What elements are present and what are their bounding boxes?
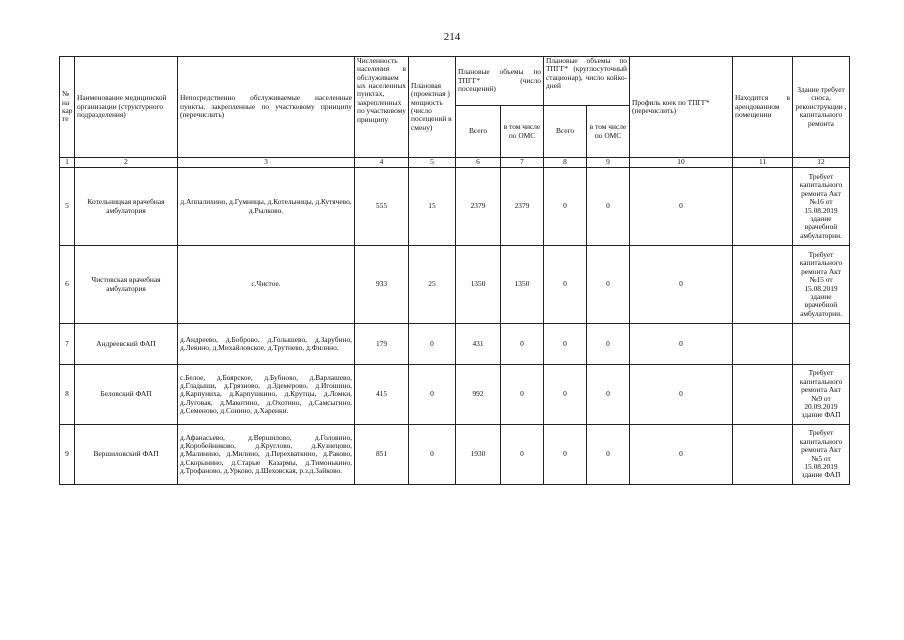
cell-bed-profile: 0 [630, 168, 733, 246]
column-number: 9 [587, 158, 630, 168]
cell-visits-oms: 2379 [501, 168, 544, 246]
page-number: 214 [443, 31, 461, 43]
cell-rented [733, 365, 793, 425]
cell-num: 9 [60, 425, 75, 485]
cell-capacity: 15 [409, 168, 456, 246]
table-row [60, 365, 850, 425]
cell-building: Требует капитального ремонта Акт №5 от 15.08.2019 здание ФАП [793, 425, 850, 485]
column-number: 2 [75, 158, 178, 168]
header-capacity: Плановая (проектная ) мощность (число посещений в смену) [409, 57, 456, 158]
cell-rented [733, 324, 793, 365]
cell-building: Требует капитального ремонта Акт №15 от 15.08.2019 здание врачебной амбулатории. [793, 246, 850, 324]
header-bed-profile: Профиль коек по ТПГГ* (перечислить) [630, 57, 733, 158]
cell-visits-total: 992 [456, 365, 501, 425]
cell-building [793, 324, 850, 365]
column-number: 10 [630, 158, 733, 168]
medical-facilities-table [59, 56, 850, 485]
cell-visits-total: 1350 [456, 246, 501, 324]
cell-capacity: 0 [409, 365, 456, 425]
cell-served: д.Аппалихино, д.Гумницы, д.Котельницы, д.Кутячево, д.Рылково. [178, 168, 355, 246]
header-visits-oms: в том числе по ОМС [501, 106, 544, 158]
header-visits-total: Всего [456, 106, 501, 158]
cell-visits-total: 431 [456, 324, 501, 365]
cell-bed-total: 0 [544, 365, 587, 425]
cell-building: Требует капитального ремонта Акт №9 от 20.09.2019 здание ФАП [793, 365, 850, 425]
cell-visits-oms: 0 [501, 365, 544, 425]
table-row [60, 425, 850, 485]
header-visits-group: Плановые объемы по ТПГГ* (число посещений) [456, 57, 544, 106]
cell-bed-total: 0 [544, 324, 587, 365]
cell-visits-oms: 0 [501, 324, 544, 365]
cell-population: 933 [355, 246, 409, 324]
table-row [60, 168, 850, 246]
header-bed-days-group: Плановые объемы по ТПГГ* (круглосуточный стационар), число койко-дней [544, 57, 630, 106]
cell-bed-oms: 0 [587, 324, 630, 365]
cell-visits-oms: 0 [501, 425, 544, 485]
column-number: 12 [793, 158, 850, 168]
column-numbers-row [60, 158, 850, 168]
cell-served: с.Белое, д.Боярское, д.Бубново, д.Варлашево, д.Гладыши, д.Грязново, д.Здемерово, д.Игошино, д.Карпуниха, д.Карпушкино, д.Крутцы, д.Ломки, д.Луговая, д.Макотино, д.Охотино, д.Самсыгино, д.Семеново, д.Сонино, д.Харенки. [178, 365, 355, 425]
header-rented: Находится в арендованном помещении [733, 57, 793, 158]
column-number: 6 [456, 158, 501, 168]
cell-bed-oms: 0 [587, 365, 630, 425]
cell-org: Котельницкая врачебная амбулатория [75, 168, 178, 246]
column-number: 1 [60, 158, 75, 168]
cell-bed-oms: 0 [587, 425, 630, 485]
header-org: Наименование медицинской организации (структурного подразделения) [75, 57, 178, 158]
column-number: 8 [544, 158, 587, 168]
cell-population: 851 [355, 425, 409, 485]
cell-bed-oms: 0 [587, 246, 630, 324]
cell-num: 5 [60, 168, 75, 246]
cell-capacity: 25 [409, 246, 456, 324]
header-served: Непосредственно обслуживаемые населенные пункты, закрепленные по участковому принципу (перечислить) [178, 57, 355, 158]
column-number: 5 [409, 158, 456, 168]
header-population: Численность населения в обслуживаем ых населенных пунктах, закрепленных по участковому принципу [355, 57, 409, 158]
cell-served: д.Андреево, д.Боброво, д.Голышево, д.Зарубино, д.Левино, д.Михайловское, д.Трутнево, д.Филино. [178, 324, 355, 365]
cell-visits-total: 1930 [456, 425, 501, 485]
cell-rented [733, 425, 793, 485]
cell-bed-profile: 0 [630, 246, 733, 324]
cell-served: д.Афанасьево, д.Вершилово, д.Головино, д.Коробейниково, д.Круглово, д.Кузнецово, д.Малинино, д.Милино, д.Перехваткино, д.Раково, д.Скорынино, д.Старые Казармы, д.Тимонькино, д.Трофаново, д.Урково, д.Шеховская, р.з.д.Зайково. [178, 425, 355, 485]
cell-bed-profile: 0 [630, 365, 733, 425]
cell-capacity: 0 [409, 425, 456, 485]
column-number: 4 [355, 158, 409, 168]
cell-visits-total: 2379 [456, 168, 501, 246]
cell-rented [733, 246, 793, 324]
cell-bed-oms: 0 [587, 168, 630, 246]
cell-org: Беловский ФАП [75, 365, 178, 425]
table-row [60, 324, 850, 365]
cell-bed-total: 0 [544, 425, 587, 485]
cell-bed-profile: 0 [630, 324, 733, 365]
cell-visits-oms: 1350 [501, 246, 544, 324]
cell-bed-total: 0 [544, 168, 587, 246]
cell-population: 179 [355, 324, 409, 365]
cell-population: 555 [355, 168, 409, 246]
header-building: Здание требует сноса, реконструкции , капитального ремонта [793, 57, 850, 158]
header-bed-total: Всего [544, 106, 587, 158]
cell-num: 6 [60, 246, 75, 324]
column-number: 3 [178, 158, 355, 168]
cell-org: Чистовская врачебная амбулатория [75, 246, 178, 324]
cell-num: 8 [60, 365, 75, 425]
cell-num: 7 [60, 324, 75, 365]
header-num: № на кар те [60, 57, 75, 158]
cell-org: Вершиловский ФАП [75, 425, 178, 485]
cell-bed-profile: 0 [630, 425, 733, 485]
cell-rented [733, 168, 793, 246]
column-number: 11 [733, 158, 793, 168]
cell-building: Требует капитального ремонта Акт №16 от 15.08.2019 здание врачебной амбулатории. [793, 168, 850, 246]
column-number: 7 [501, 158, 544, 168]
cell-population: 415 [355, 365, 409, 425]
cell-served: с.Чистое. [178, 246, 355, 324]
header-bed-oms: в том числе по ОМС [587, 106, 630, 158]
cell-bed-total: 0 [544, 246, 587, 324]
cell-capacity: 0 [409, 324, 456, 365]
cell-org: Андреевский ФАП [75, 324, 178, 365]
table-row [60, 246, 850, 324]
